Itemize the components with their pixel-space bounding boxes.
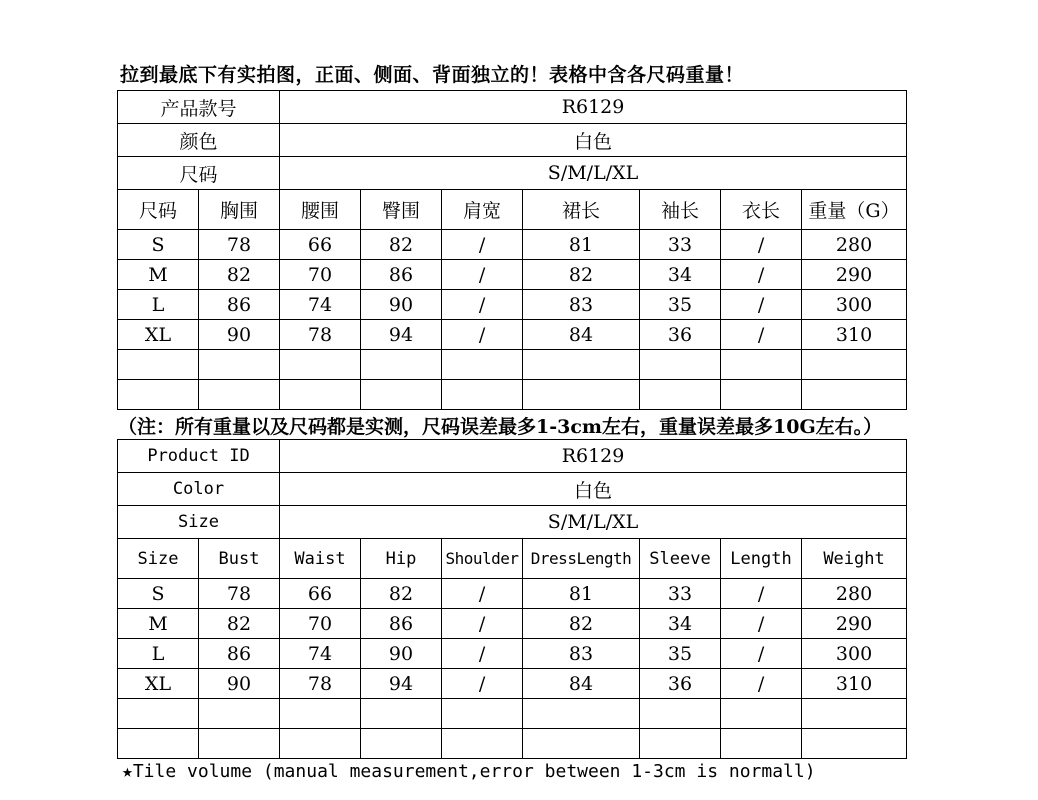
table-cell: 34 [640, 260, 721, 290]
info-label: 尺码 [118, 157, 280, 190]
info-row [118, 440, 907, 473]
table-cell: / [721, 609, 802, 639]
empty-cell [199, 699, 280, 729]
column-header: Hip [361, 539, 442, 579]
table-cell: 74 [280, 639, 361, 669]
empty-cell [118, 729, 199, 759]
column-header: 尺码 [118, 190, 199, 230]
empty-cell [361, 350, 442, 380]
table-cell: 33 [640, 579, 721, 609]
table-cell: 82 [361, 579, 442, 609]
empty-cell [802, 699, 907, 729]
table-cell: 82 [523, 609, 640, 639]
table-cell: 35 [640, 639, 721, 669]
table-cell: 84 [523, 320, 640, 350]
table-row [118, 320, 907, 350]
info-value: R6129 [280, 91, 907, 124]
empty-cell [721, 350, 802, 380]
table-cell: 94 [361, 669, 442, 699]
info-label: Color [118, 473, 280, 506]
table-cell: 78 [199, 230, 280, 260]
column-header: 腰围 [280, 190, 361, 230]
info-row [118, 506, 907, 539]
info-label: 颜色 [118, 124, 280, 157]
table-cell: 94 [361, 320, 442, 350]
header-row [118, 190, 907, 230]
table-cell: M [118, 260, 199, 290]
empty-cell [199, 380, 280, 410]
info-label: 产品款号 [118, 91, 280, 124]
table-cell: / [442, 320, 523, 350]
top-note: 拉到最底下有实拍图，正面、侧面、背面独立的！表格中含各尺码重量！ [120, 64, 745, 86]
column-header: Sleeve [640, 539, 721, 579]
table-cell: / [721, 639, 802, 669]
info-row [118, 157, 907, 190]
table-cell: 290 [802, 260, 907, 290]
table-cell: / [442, 579, 523, 609]
table-cell: 90 [199, 320, 280, 350]
empty-cell [640, 380, 721, 410]
table-cell: / [442, 639, 523, 669]
table-cell: 83 [523, 639, 640, 669]
table-row [118, 230, 907, 260]
table-cell: 82 [523, 260, 640, 290]
table-row [118, 579, 907, 609]
table-cell: / [442, 669, 523, 699]
column-header: Weight [802, 539, 907, 579]
table-cell: 74 [280, 290, 361, 320]
middle-note: （注：所有重量以及尺码都是实测，尺码误差最多1-3cm左右，重量误差最多10G左右。） [118, 416, 883, 438]
size-table-english [117, 439, 907, 759]
info-value: 白色 [280, 473, 907, 506]
empty-cell [118, 699, 199, 729]
info-value: S/M/L/XL [280, 157, 907, 190]
header-row [118, 539, 907, 579]
table-cell: 290 [802, 609, 907, 639]
empty-cell [802, 350, 907, 380]
table-cell: 310 [802, 320, 907, 350]
empty-cell [640, 729, 721, 759]
table-row [118, 639, 907, 669]
column-header: 胸围 [199, 190, 280, 230]
table-cell: XL [118, 320, 199, 350]
table-cell: 82 [199, 609, 280, 639]
empty-cell [442, 699, 523, 729]
empty-cell [361, 380, 442, 410]
column-header: Shoulder [442, 539, 523, 579]
empty-cell [199, 350, 280, 380]
table-cell: 90 [199, 669, 280, 699]
table-cell: / [721, 290, 802, 320]
table-cell: 310 [802, 669, 907, 699]
table-cell: 82 [361, 230, 442, 260]
table-cell: 70 [280, 609, 361, 639]
table-cell: 81 [523, 579, 640, 609]
empty-cell [721, 380, 802, 410]
empty-cell [199, 729, 280, 759]
table-cell: L [118, 290, 199, 320]
table-cell: XL [118, 669, 199, 699]
bottom-note: ★Tile volume (manual measurement,error between 1-3cm is normall) [122, 761, 816, 782]
table-cell: 66 [280, 230, 361, 260]
column-header: Waist [280, 539, 361, 579]
column-header: Bust [199, 539, 280, 579]
table-cell: L [118, 639, 199, 669]
info-value: 白色 [280, 124, 907, 157]
table-cell: / [442, 609, 523, 639]
table-cell: / [721, 230, 802, 260]
table-cell: 33 [640, 230, 721, 260]
empty-cell [523, 699, 640, 729]
table-cell: 300 [802, 639, 907, 669]
empty-row [118, 699, 907, 729]
table-cell: 86 [199, 290, 280, 320]
empty-cell [721, 699, 802, 729]
column-header: Length [721, 539, 802, 579]
empty-cell [802, 380, 907, 410]
column-header: 裙长 [523, 190, 640, 230]
column-header: 衣长 [721, 190, 802, 230]
empty-cell [280, 699, 361, 729]
table-cell: 34 [640, 609, 721, 639]
table-cell: 90 [361, 290, 442, 320]
column-header: 重量（G） [802, 190, 907, 230]
empty-cell [280, 729, 361, 759]
empty-row [118, 729, 907, 759]
empty-cell [280, 350, 361, 380]
empty-cell [442, 729, 523, 759]
table-cell: 90 [361, 639, 442, 669]
empty-row [118, 380, 907, 410]
empty-cell [361, 729, 442, 759]
table-cell: 78 [199, 579, 280, 609]
info-value: S/M/L/XL [280, 506, 907, 539]
table-cell: / [721, 579, 802, 609]
table-cell: 280 [802, 230, 907, 260]
table-cell: 35 [640, 290, 721, 320]
empty-cell [523, 729, 640, 759]
info-value: R6129 [280, 440, 907, 473]
table-cell: 82 [199, 260, 280, 290]
table-cell: 70 [280, 260, 361, 290]
empty-cell [523, 350, 640, 380]
empty-cell [118, 380, 199, 410]
table-cell: / [721, 320, 802, 350]
table-cell: 86 [199, 639, 280, 669]
empty-cell [361, 699, 442, 729]
column-header: Size [118, 539, 199, 579]
table-cell: 78 [280, 669, 361, 699]
table-cell: 81 [523, 230, 640, 260]
table-cell: 86 [361, 609, 442, 639]
table-cell: S [118, 579, 199, 609]
table-cell: 84 [523, 669, 640, 699]
info-label: Size [118, 506, 280, 539]
table-cell: / [442, 260, 523, 290]
table-cell: S [118, 230, 199, 260]
column-header: 袖长 [640, 190, 721, 230]
table-cell: 66 [280, 579, 361, 609]
table-cell: 36 [640, 320, 721, 350]
empty-cell [640, 699, 721, 729]
empty-row [118, 350, 907, 380]
empty-cell [118, 350, 199, 380]
table-cell: 36 [640, 669, 721, 699]
table-cell: / [721, 260, 802, 290]
table-cell: / [442, 290, 523, 320]
table-row [118, 290, 907, 320]
column-header: DressLength [523, 539, 640, 579]
empty-cell [442, 350, 523, 380]
table-row [118, 669, 907, 699]
empty-cell [721, 729, 802, 759]
table-row [118, 260, 907, 290]
table-cell: 280 [802, 579, 907, 609]
empty-cell [802, 729, 907, 759]
column-header: 臀围 [361, 190, 442, 230]
size-table-chinese [117, 90, 907, 410]
table-cell: 300 [802, 290, 907, 320]
table-cell: / [721, 669, 802, 699]
column-header: 肩宽 [442, 190, 523, 230]
empty-cell [523, 380, 640, 410]
empty-cell [442, 380, 523, 410]
table-row [118, 609, 907, 639]
info-row [118, 473, 907, 506]
empty-cell [640, 350, 721, 380]
empty-cell [280, 380, 361, 410]
table-cell: / [442, 230, 523, 260]
info-label: Product ID [118, 440, 280, 473]
info-row [118, 124, 907, 157]
table-cell: 83 [523, 290, 640, 320]
table-cell: M [118, 609, 199, 639]
table-cell: 78 [280, 320, 361, 350]
table-cell: 86 [361, 260, 442, 290]
info-row [118, 91, 907, 124]
